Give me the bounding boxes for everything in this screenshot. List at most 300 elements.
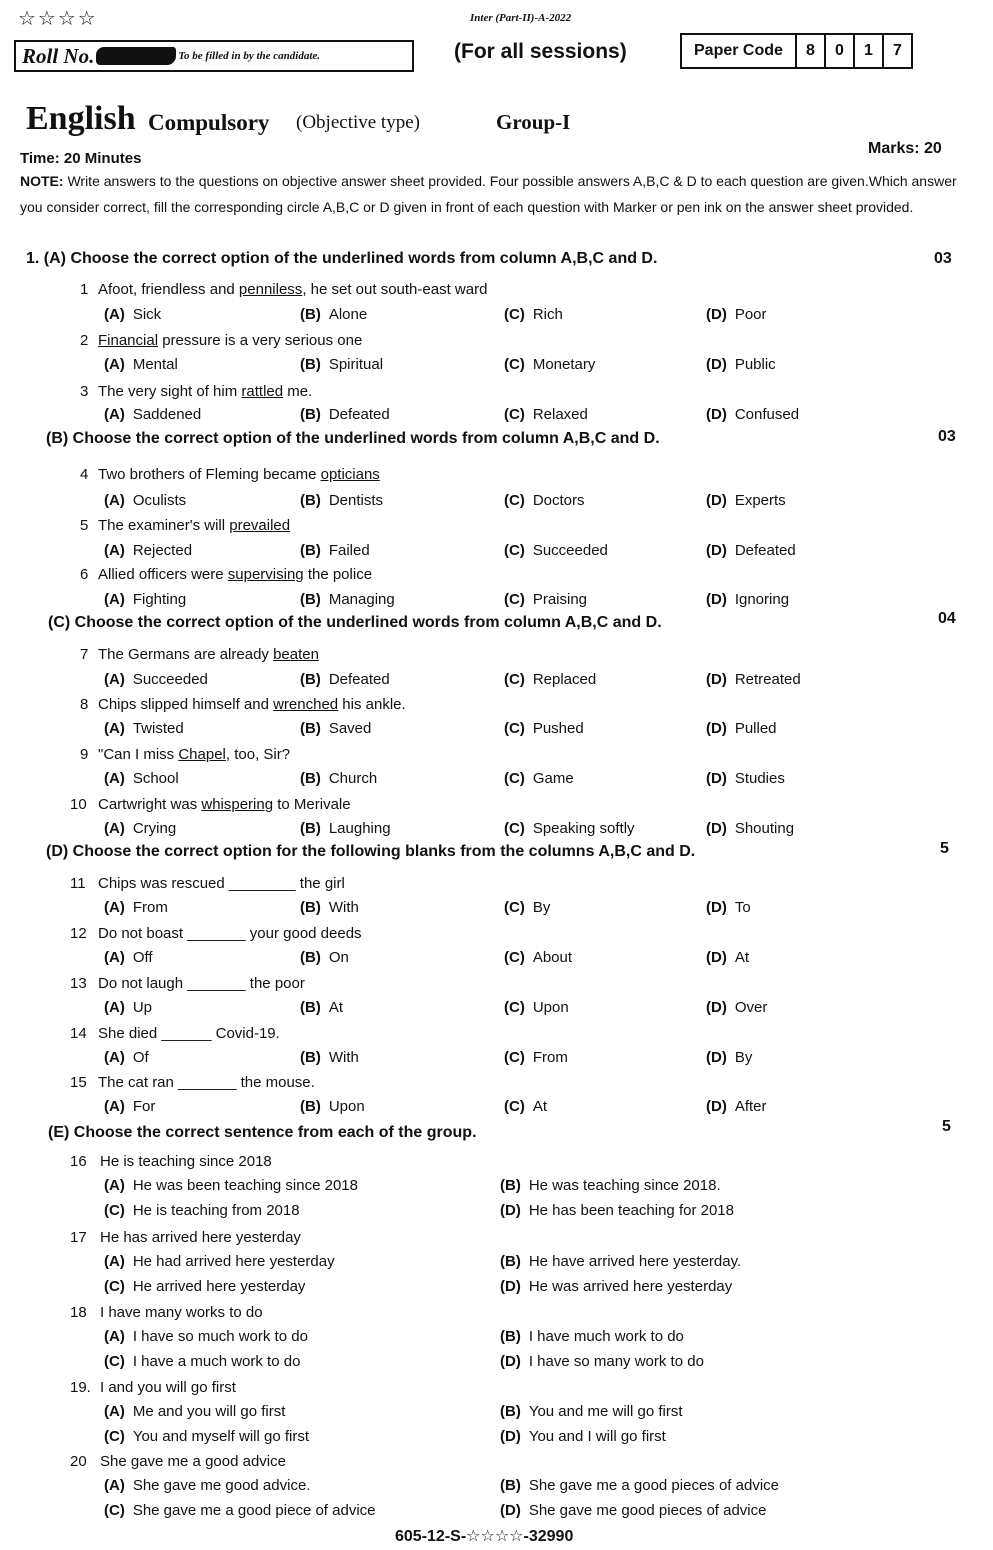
option-d	[706, 1098, 767, 1115]
option-key: (B)	[300, 1098, 321, 1115]
sentence-text: He is teaching since 2018	[100, 1153, 272, 1170]
option-d	[706, 542, 796, 559]
option-text: She gave me a good pieces of advice	[528, 1477, 779, 1494]
option-key: (A)	[104, 492, 125, 509]
option-text: He arrived here yesterday	[132, 1278, 306, 1295]
option-text: Shouting	[734, 820, 795, 837]
option-b	[300, 306, 367, 323]
question-number: 8	[80, 696, 89, 713]
option-text: Succeeded	[132, 671, 208, 688]
question-text: Cartwright was	[98, 796, 202, 813]
underlined-word: penniless	[238, 281, 303, 298]
option-text: Defeated	[328, 671, 390, 688]
section-marks: 5	[940, 840, 949, 857]
option-key: (C)	[504, 406, 525, 423]
option-key: (D)	[500, 1428, 521, 1445]
sentence-option-c	[104, 1502, 376, 1519]
option-c	[504, 542, 608, 559]
option-text: Rejected	[132, 542, 193, 559]
question-text: Chips slipped himself and	[98, 696, 274, 713]
sentence-text: He has arrived here yesterday	[100, 1229, 301, 1246]
question-number: 16	[70, 1153, 87, 1170]
question-number: 1	[80, 281, 89, 298]
option-key: (A)	[104, 1253, 125, 1270]
option-b	[300, 999, 343, 1016]
option-key: (B)	[500, 1177, 521, 1194]
option-key: (B)	[300, 542, 321, 559]
option-text: Ignoring	[734, 591, 790, 608]
option-key: (A)	[104, 1098, 125, 1115]
question-number: 13	[70, 975, 87, 992]
option-text: School	[132, 770, 179, 787]
underlined-word: Financial	[98, 332, 159, 349]
option-text: For	[132, 1098, 156, 1115]
option-text: At	[328, 999, 344, 1016]
option-key: (C)	[104, 1428, 125, 1445]
option-d	[706, 999, 767, 1016]
option-text: With	[328, 1049, 359, 1066]
option-key: (C)	[504, 1098, 525, 1115]
option-d	[706, 1049, 752, 1066]
option-text: Off	[132, 949, 153, 966]
option-text: Defeated	[734, 542, 796, 559]
option-c	[504, 720, 584, 737]
option-key: (D)	[500, 1202, 521, 1219]
question-11	[70, 875, 345, 892]
option-text: Managing	[328, 591, 395, 608]
option-key: (C)	[504, 591, 525, 608]
option-c	[504, 949, 572, 966]
option-key: (D)	[706, 999, 727, 1016]
option-c	[504, 1049, 568, 1066]
option-d	[706, 770, 785, 787]
question-text-end: the police	[303, 566, 373, 583]
option-text: Pushed	[532, 720, 584, 737]
sentence-option-c	[104, 1353, 300, 1370]
paper-code-digit: 7	[892, 42, 902, 59]
option-a	[104, 591, 186, 608]
question-number: 3	[80, 383, 89, 400]
option-text: Doctors	[532, 492, 585, 509]
option-text: Replaced	[532, 671, 597, 688]
question-text: The examiner's will	[98, 517, 230, 534]
option-text: Over	[734, 999, 768, 1016]
question-number: 10	[70, 796, 87, 813]
option-key: (C)	[504, 999, 525, 1016]
option-text: Speaking softly	[532, 820, 635, 837]
sentence-option-a	[104, 1177, 358, 1194]
option-key: (C)	[504, 671, 525, 688]
option-key: (A)	[104, 999, 125, 1016]
question-number: 20	[70, 1453, 87, 1470]
section-heading: (B) Choose the correct option of the underlined words from column A,B,C and D.	[46, 430, 660, 447]
option-text: She gave me good advice.	[132, 1477, 311, 1494]
option-a	[104, 1098, 155, 1115]
option-b	[300, 671, 390, 688]
question-text: The very sight of him	[98, 383, 242, 400]
option-key: (B)	[300, 770, 321, 787]
option-key: (A)	[104, 406, 125, 423]
sentence-question-16	[70, 1153, 272, 1170]
underlined-word: opticians	[320, 466, 380, 483]
option-b	[300, 1098, 365, 1115]
option-text: Confused	[734, 406, 800, 423]
option-text: He was been teaching since 2018	[132, 1177, 358, 1194]
option-key: (D)	[706, 356, 727, 373]
option-c	[504, 770, 574, 787]
question-number: 18	[70, 1304, 87, 1321]
option-text: She gave me a good piece of advice	[132, 1502, 376, 1519]
option-key: (C)	[504, 1049, 525, 1066]
option-text: Pulled	[734, 720, 777, 737]
instructions-note	[20, 168, 960, 220]
sentence-option-b	[500, 1403, 683, 1420]
roll-label: Roll No.	[22, 43, 95, 68]
sentence-option-b	[500, 1177, 721, 1194]
option-text: He have arrived here yesterday.	[528, 1253, 742, 1270]
option-text: She gave me good pieces of advice	[528, 1502, 767, 1519]
option-key: (B)	[300, 1049, 321, 1066]
option-c	[504, 356, 595, 373]
option-key: (D)	[706, 306, 727, 323]
sentence-option-c	[104, 1202, 300, 1219]
sentence-option-a	[104, 1403, 285, 1420]
option-key: (A)	[104, 949, 125, 966]
option-text: He was arrived here yesterday	[528, 1278, 733, 1295]
option-key: (D)	[500, 1353, 521, 1370]
option-key: (B)	[300, 720, 321, 737]
sentence-question-20	[70, 1453, 286, 1470]
option-text: I have much work to do	[528, 1328, 684, 1345]
option-b	[300, 720, 371, 737]
option-a	[104, 899, 168, 916]
option-text: He had arrived here yesterday	[132, 1253, 335, 1270]
option-text: You and I will go first	[528, 1428, 666, 1445]
option-key: (A)	[104, 1177, 125, 1194]
sentence-option-b	[500, 1328, 684, 1345]
section-heading: 1. (A) Choose the correct option of the underlined words from column A,B,C and D.	[26, 250, 658, 267]
sentence-option-a	[104, 1253, 335, 1270]
subject-compulsory: Compulsory	[148, 110, 270, 135]
sentence-option-a	[104, 1477, 310, 1494]
sentence-option-b	[500, 1477, 779, 1494]
option-text: Upon	[328, 1098, 365, 1115]
sentence-text: She gave me a good advice	[100, 1453, 286, 1470]
question-14	[70, 1025, 280, 1042]
time-allowed: Time: 20 Minutes	[20, 150, 142, 167]
option-b	[300, 1049, 359, 1066]
roll-number-redaction	[96, 47, 176, 65]
option-text: Crying	[132, 820, 177, 837]
option-c	[504, 820, 635, 837]
option-text: To	[734, 899, 751, 916]
option-key: (C)	[504, 820, 525, 837]
option-b	[300, 492, 383, 509]
option-key: (D)	[706, 899, 727, 916]
option-key: (C)	[104, 1353, 125, 1370]
option-text: He was teaching since 2018.	[528, 1177, 721, 1194]
exam-title: Inter (Part-II)-A-2022	[470, 12, 572, 24]
question-number: 4	[80, 466, 89, 483]
option-a	[104, 820, 176, 837]
section-heading: (C) Choose the correct option of the underlined words from column A,B,C and D.	[48, 614, 662, 631]
underlined-word: prevailed	[229, 517, 291, 534]
question-3	[80, 383, 312, 400]
group-label: Group-I	[496, 110, 571, 134]
underlined-word: supervising	[227, 566, 304, 583]
option-text: Rich	[532, 306, 563, 323]
question-number: 7	[80, 646, 89, 663]
option-key: (C)	[104, 1278, 125, 1295]
option-text: Laughing	[328, 820, 391, 837]
option-text: Succeeded	[532, 542, 608, 559]
header-stars: ☆☆☆☆	[18, 6, 98, 30]
question-text: She died ______ Covid-19.	[98, 1025, 280, 1042]
option-key: (D)	[706, 542, 727, 559]
option-text: Relaxed	[532, 406, 588, 423]
question-text: Do not boast _______ your good deeds	[98, 925, 362, 942]
option-key: (B)	[300, 899, 321, 916]
option-key: (A)	[104, 356, 125, 373]
sentence-text: I have many works to do	[100, 1304, 263, 1321]
underlined-word: Chapel	[178, 746, 226, 763]
option-text: On	[328, 949, 349, 966]
option-b	[300, 820, 391, 837]
roll-note: To be filled in by the candidate.	[178, 50, 321, 62]
option-a	[104, 720, 184, 737]
option-text: Retreated	[734, 671, 801, 688]
paper-code-digit: 1	[855, 35, 884, 67]
question-text: Afoot, friendless and	[98, 281, 239, 298]
sentence-option-d	[500, 1353, 704, 1370]
paper-code-digit: 0	[826, 35, 855, 67]
question-number: 19.	[70, 1379, 91, 1396]
option-b	[300, 591, 395, 608]
question-9	[80, 746, 290, 763]
option-c	[504, 306, 563, 323]
option-text: By	[532, 899, 551, 916]
option-text: You and myself will go first	[132, 1428, 310, 1445]
option-a	[104, 949, 153, 966]
question-text: Two brothers of Fleming became	[98, 466, 321, 483]
question-10	[70, 796, 351, 813]
option-key: (B)	[300, 820, 321, 837]
sentence-option-c	[104, 1278, 305, 1295]
option-key: (D)	[706, 406, 727, 423]
option-a	[104, 770, 179, 787]
option-key: (A)	[104, 306, 125, 323]
paper-type: (Objective type)	[296, 112, 420, 133]
question-number: 15	[70, 1074, 87, 1091]
section-marks: 5	[942, 1118, 951, 1135]
option-key: (B)	[300, 999, 321, 1016]
option-d	[706, 720, 777, 737]
option-text: I have so many work to do	[528, 1353, 704, 1370]
sentence-question-19	[70, 1379, 236, 1396]
option-c	[504, 899, 550, 916]
option-text: Dentists	[328, 492, 384, 509]
option-text: Poor	[734, 306, 767, 323]
question-number: 12	[70, 925, 87, 942]
question-number: 5	[80, 517, 89, 534]
option-text: Alone	[328, 306, 368, 323]
footer-code: 605-12-S-☆☆☆☆-32990	[395, 1528, 574, 1545]
question-text: Allied officers were	[98, 566, 228, 583]
option-a	[104, 492, 186, 509]
question-text-end: me.	[283, 383, 313, 400]
option-text: At	[734, 949, 750, 966]
option-key: (C)	[104, 1502, 125, 1519]
question-text: Chips was rescued ________ the girl	[98, 875, 345, 892]
option-key: (C)	[104, 1202, 125, 1219]
option-text: Mental	[132, 356, 178, 373]
option-key: (A)	[104, 720, 125, 737]
option-c	[504, 1098, 547, 1115]
option-b	[300, 770, 377, 787]
question-6	[80, 566, 372, 583]
paper-code-digit: 8	[797, 35, 826, 67]
option-text: Studies	[734, 770, 785, 787]
option-key: (C)	[504, 899, 525, 916]
option-key: (D)	[706, 1098, 727, 1115]
option-text: Saddened	[132, 406, 202, 423]
option-key: (C)	[504, 542, 525, 559]
section-heading: (D) Choose the correct option for the following blanks from the columns A,B,C and D.	[46, 843, 696, 860]
option-b	[300, 899, 359, 916]
option-text: He has been teaching for 2018	[528, 1202, 734, 1219]
option-c	[504, 671, 596, 688]
question-text-end: pressure is a very serious one	[158, 332, 363, 349]
option-text: Defeated	[328, 406, 390, 423]
question-2	[80, 332, 362, 349]
option-key: (D)	[706, 492, 727, 509]
question-12	[70, 925, 362, 942]
option-key: (A)	[104, 591, 125, 608]
question-number: 9	[80, 746, 89, 763]
question-text-end: , too, Sir?	[225, 746, 291, 763]
option-key: (A)	[104, 1477, 125, 1494]
underlined-word: wrenched	[273, 696, 339, 713]
option-key: (C)	[504, 306, 525, 323]
sessions-label: (For all sessions)	[454, 40, 627, 63]
option-c	[504, 492, 585, 509]
option-a	[104, 999, 152, 1016]
option-key: (B)	[300, 671, 321, 688]
question-number: 14	[70, 1025, 87, 1042]
sentence-option-d	[500, 1202, 734, 1219]
sentence-option-d	[500, 1278, 732, 1295]
option-key: (D)	[706, 1049, 727, 1066]
question-4	[80, 466, 380, 483]
option-text: I have so much work to do	[132, 1328, 308, 1345]
question-text: The cat ran _______ the mouse.	[98, 1074, 315, 1091]
option-text: Upon	[532, 999, 569, 1016]
option-a	[104, 356, 178, 373]
option-key: (B)	[300, 406, 321, 423]
sentence-question-17	[70, 1229, 301, 1246]
question-number: 17	[70, 1229, 87, 1246]
question-15	[70, 1074, 315, 1091]
option-d	[706, 591, 789, 608]
total-marks: Marks: 20	[868, 140, 942, 157]
option-text: Church	[328, 770, 378, 787]
option-d	[706, 899, 751, 916]
roll-number-box	[14, 40, 414, 72]
option-key: (A)	[104, 542, 125, 559]
option-key: (D)	[706, 720, 727, 737]
option-a	[104, 406, 201, 423]
option-d	[706, 406, 799, 423]
option-text: Saved	[328, 720, 372, 737]
section-marks: 04	[938, 610, 956, 627]
option-text: He is teaching from 2018	[132, 1202, 300, 1219]
question-text-end: , he set out south-east ward	[302, 281, 488, 298]
option-text: Praising	[532, 591, 588, 608]
option-text: Game	[532, 770, 574, 787]
option-text: With	[328, 899, 359, 916]
option-text: By	[734, 1049, 753, 1066]
option-a	[104, 671, 208, 688]
option-key: (C)	[504, 949, 525, 966]
option-text: Oculists	[132, 492, 187, 509]
option-text: At	[532, 1098, 548, 1115]
option-d	[706, 820, 794, 837]
option-a	[104, 306, 161, 323]
option-d	[706, 356, 776, 373]
option-key: (B)	[300, 306, 321, 323]
option-key: (D)	[500, 1502, 521, 1519]
option-key: (B)	[500, 1477, 521, 1494]
question-number: 11	[70, 875, 86, 892]
option-d	[706, 492, 786, 509]
note-text: Write answers to the questions on objective answer sheet provided. Four possible answers A,B,C & D to each question are given.Which answer you consider correct, fill the corresponding circle A,B,C or D given in front of each question with Marker or pen ink on the answer sheet provided.	[20, 173, 957, 215]
option-text: Public	[734, 356, 776, 373]
subject-title: English	[26, 100, 136, 137]
option-b	[300, 406, 390, 423]
option-c	[504, 591, 587, 608]
option-a	[104, 1049, 149, 1066]
option-key: (A)	[104, 820, 125, 837]
option-key: (B)	[300, 492, 321, 509]
option-d	[706, 949, 749, 966]
option-text: From	[532, 1049, 568, 1066]
option-key: (A)	[104, 1049, 125, 1066]
section-marks: 03	[934, 250, 952, 267]
option-a	[104, 542, 192, 559]
option-b	[300, 949, 349, 966]
option-text: After	[734, 1098, 767, 1115]
option-b	[300, 356, 383, 373]
question-text-end: his ankle.	[338, 696, 406, 713]
underlined-word: beaten	[273, 646, 319, 663]
option-text: About	[532, 949, 573, 966]
option-d	[706, 671, 801, 688]
sentence-option-a	[104, 1328, 308, 1345]
paper-code-label: Paper Code	[682, 35, 797, 67]
option-key: (D)	[706, 949, 727, 966]
question-text: Do not laugh _______ the poor	[98, 975, 305, 992]
option-key: (A)	[104, 899, 125, 916]
question-text: The Germans are already	[98, 646, 274, 663]
option-key: (D)	[500, 1278, 521, 1295]
note-label: NOTE:	[20, 173, 64, 189]
option-key: (C)	[504, 770, 525, 787]
question-1	[80, 281, 487, 298]
option-b	[300, 542, 370, 559]
option-key: (C)	[504, 492, 525, 509]
option-text: Failed	[328, 542, 370, 559]
sentence-text: I and you will go first	[100, 1379, 236, 1396]
